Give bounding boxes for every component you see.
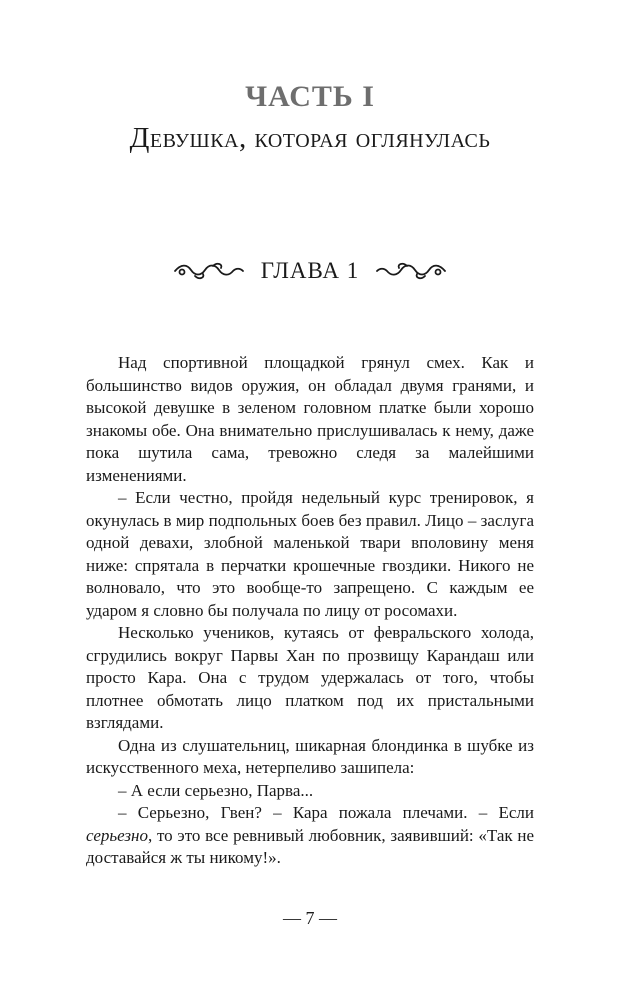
paragraph	[86, 802, 534, 870]
part-title: ЧАСТЬ I	[245, 80, 375, 113]
paragraph: – Если честно, пройдя недельный курс тренировок, я окунулась в мир подпольных боев без правил. Лицо – заслуга одной девахи, злобной маленькой твари вполовину меня ниже: спрятала в перчатки крошечные гвоздики. Никого не волновало, что это вообще-то запрещено. С каждым ее ударом я словно бы получала по лицу от росомахи.	[86, 488, 534, 620]
chapter-title: ГЛАВА 1	[260, 258, 360, 283]
paragraph-text: – Серьезно, Гвен? – Кара пожала плечами. – Если	[118, 803, 534, 822]
body-text	[86, 352, 534, 870]
paragraph: Над спортивной площадкой грянул смех. Как и большинство видов оружия, он обладал двумя гранями, и высокой девушке в зеленом головном платке были хорошо знакомы обе. Она внимательно прислушивалась к нему, даже пока шутила сама, тревожно следя за малейшими изменениями.	[86, 353, 534, 485]
paragraph: – А если серьезно, Парва...	[118, 780, 314, 800]
ornament-right-icon	[375, 260, 447, 282]
emphasis-text: серьезно	[86, 825, 148, 845]
part-subtitle: Девушка, которая оглянулась	[129, 122, 491, 154]
chapter-heading	[0, 258, 620, 284]
page-number: — 7 —	[283, 908, 337, 928]
paragraph: Одна из слушательниц, шикарная блондинка в шубке из искусственного меха, нетерпеливо зашипела:	[86, 735, 534, 777]
paragraph: Несколько учеников, кутаясь от февральского холода, сгрудились вокруг Парвы Хан по прозвищу Карандаш или просто Кара. Она с трудом удержалась от того, чтобы плотнее обмотать лицо платком под их пристальными взглядами.	[86, 623, 534, 732]
ornament-left-icon	[173, 260, 245, 282]
paragraph-text: , то это все ревнивый любовник, заявивший: «Так не доставайся ж ты никому!».	[86, 825, 534, 867]
